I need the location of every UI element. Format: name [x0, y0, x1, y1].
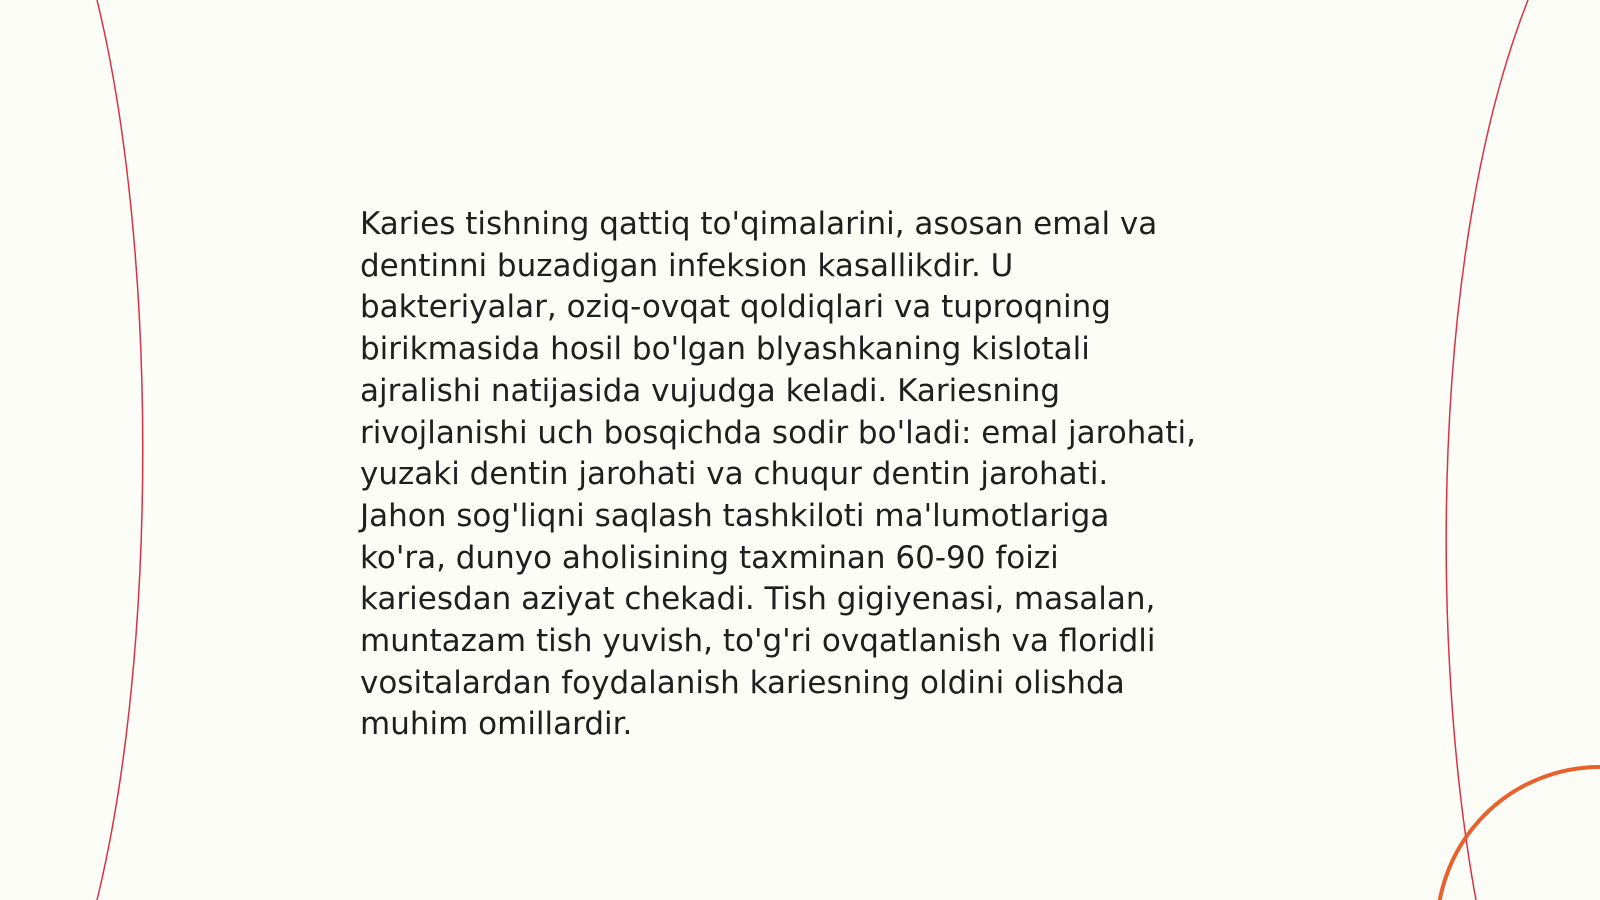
orange-accent-arc [1437, 767, 1600, 900]
body-paragraph: Karies tishning qattiq to'qimalarini, asosan emal va dentinni buzadigan infeksion kasallikdir. U bakteriyalar, oziq-ovqat qoldiqlari va tuproqning birikmasida hosil bo'lgan blyashkaning kislotali ajralishi natijasida vujudga keladi. Kariesning rivojlanishi uch bosqichda sodir bo'ladi: emal jarohati, yuzaki dentin jarohati va chuqur dentin jarohati. Jahon sog'liqni saqlash tashkiloti ma'lumotlariga ko'ra, dunyo aholisining taxminan 60-90 foizi kariesdan aziyat chekadi. Tish gigiyenasi, masalan, muntazam tish yuvish, to'g'ri ovqatlanish va floridli vositalardan foydalanish kariesning oldini olishda muhim omillardir. [360, 206, 1196, 743]
left-curve-line [97, 0, 143, 900]
right-curve-line [1446, 0, 1528, 900]
